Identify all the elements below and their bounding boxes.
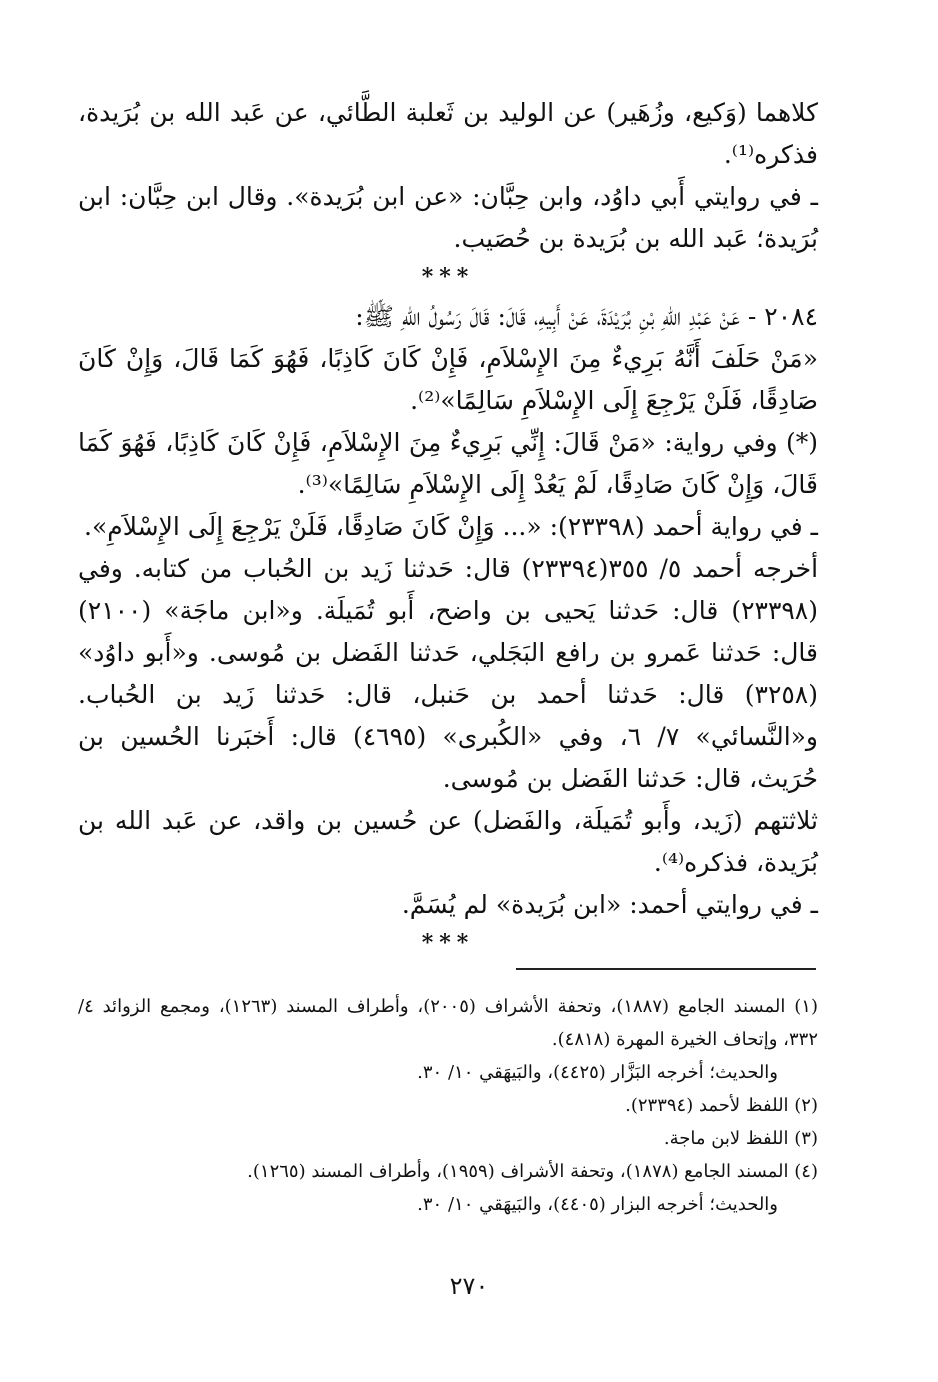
footnote-1: (١) المسند الجامع (١٨٨٧)، وتحفة الأشراف (٢٠٠٥)، وأطراف المسند (١٢٦٣)، ومجمع الزوائد ٤/ ٣٣٢، وإتحاف الخيرة المهرة (٤٨١٨). — [78, 996, 818, 1050]
footnote-divider — [516, 968, 816, 970]
paragraph-2: ـ في روايتي أَبي داوُد، وابن حِبَّان: «عن ابن بُرَيدة». وقال ابن حِبَّان: ابن بُرَيدة؛ عَبد الله بن بُرَيدة بن حُصَيب. — [78, 182, 818, 253]
takhrij-paragraph: أخرجه أحمد ٥/ ٣٥٥(٢٣٣٩٤) قال: حَدثنا زَيد بن الحُباب من كتابه. وفي (٢٣٣٩٨) قال: حَدثنا يَحيى بن واضح، أَبو تُمَيلَة. و«ابن ماجَة» (٢١٠٠) قال: حَدثنا عَمرو بن رافع البَجَلي، حَدثنا الفَضل بن مُوسى. و«أَبو داوُد» (٣٢٥٨) قال: حَدثنا أحمد بن حَنبل، قال: حَدثنا زَيد بن الحُباب. و«النَّسائي» ٧/ ٦، وفي «الكُبرى» (٤٦٩٥) قال: أَخبَرنا الحُسين بن حُرَيث، قال: حَدثنا الفَضل بن مُوسى. — [78, 554, 819, 793]
variant-narration: (*) وفي رواية: «مَنْ قَالَ: إِنِّي بَرِيءٌ مِنَ الإِسْلاَمِ، فَإِنْ كَانَ كَاذِبًا، فَهُوَ كَمَا قَالَ، وَإِنْ كَانَ صَادِقًا، لَمْ يَعُدْ إِلَى الإِسْلاَمِ سَالِمًا»⁽³⁾. — [78, 428, 818, 499]
paragraph-1: كلاهما (وَكيع، وزُهَير) عن الوليد بن ثَعلبة الطَّائي، عن عَبد الله بن بُرَيدة، فذكره⁽¹⁾. — [78, 98, 818, 169]
ahmad-variant: ـ في رواية أحمد (٢٣٣٩٨): «... وَإِنْ كَانَ صَادِقًا، فَلَنْ يَرْجِعَ إِلَى الإِسْلاَمِ». — [84, 512, 818, 541]
footnote-2: (٢) اللفظ لأحمد (٢٣٣٩٤). — [625, 1095, 818, 1116]
chain-paragraph: ثلاثتهم (زَيد، وأَبو تُمَيلَة، والفَضل) عن حُسين بن واقد، عن عَبد الله بن بُرَيدة، فذكره⁽⁴⁾. — [78, 806, 818, 877]
footnote-3: (٣) اللفظ لابن ماجة. — [663, 1128, 818, 1149]
hadith-heading: ٢٠٨٤ - عَنْ عَبْدِ اللهِ بْنِ بُرَيْدَةَ، عَنْ أَبِيهِ، قَالَ: قَالَ رَسُولُ اللهِ ﷺ: — [355, 302, 818, 331]
hadith-text: «مَنْ حَلَفَ أَنَّهُ بَرِيءٌ مِنَ الإِسْلاَمِ، فَإِنْ كَانَ كَاذِبًا، فَهُوَ كَمَا قَالَ، وَإِنْ كَانَ صَادِقًا، فَلَنْ يَرْجِعَ إِلَى الإِسْلاَمِ سَالِمًا»⁽²⁾. — [78, 344, 818, 415]
separator-stars: *** — [421, 930, 475, 956]
footnote-4: (٤) المسند الجامع (١٨٧٨)، وتحفة الأشراف (١٩٥٩)، وأطراف المسند (١٢٦٥). — [247, 1161, 818, 1182]
separator-stars: *** — [421, 264, 475, 290]
main-text — [78, 92, 818, 962]
ahmad-note: ـ في روايتي أحمد: «ابن بُرَيدة» لم يُسَمَّ. — [401, 890, 818, 919]
page-number: ٢٧٠ — [449, 1272, 489, 1300]
footnote-1-continuation: والحديث؛ أخرجه البَزَّار (٤٤٢٥)، والبَيهَقي ١٠/ ٣٠. — [417, 1062, 778, 1083]
footnotes — [78, 990, 818, 1221]
footnote-4-continuation: والحديث؛ أخرجه البزار (٤٤٠٥)، والبَيهَقي ١٠/ ٣٠. — [417, 1194, 778, 1215]
